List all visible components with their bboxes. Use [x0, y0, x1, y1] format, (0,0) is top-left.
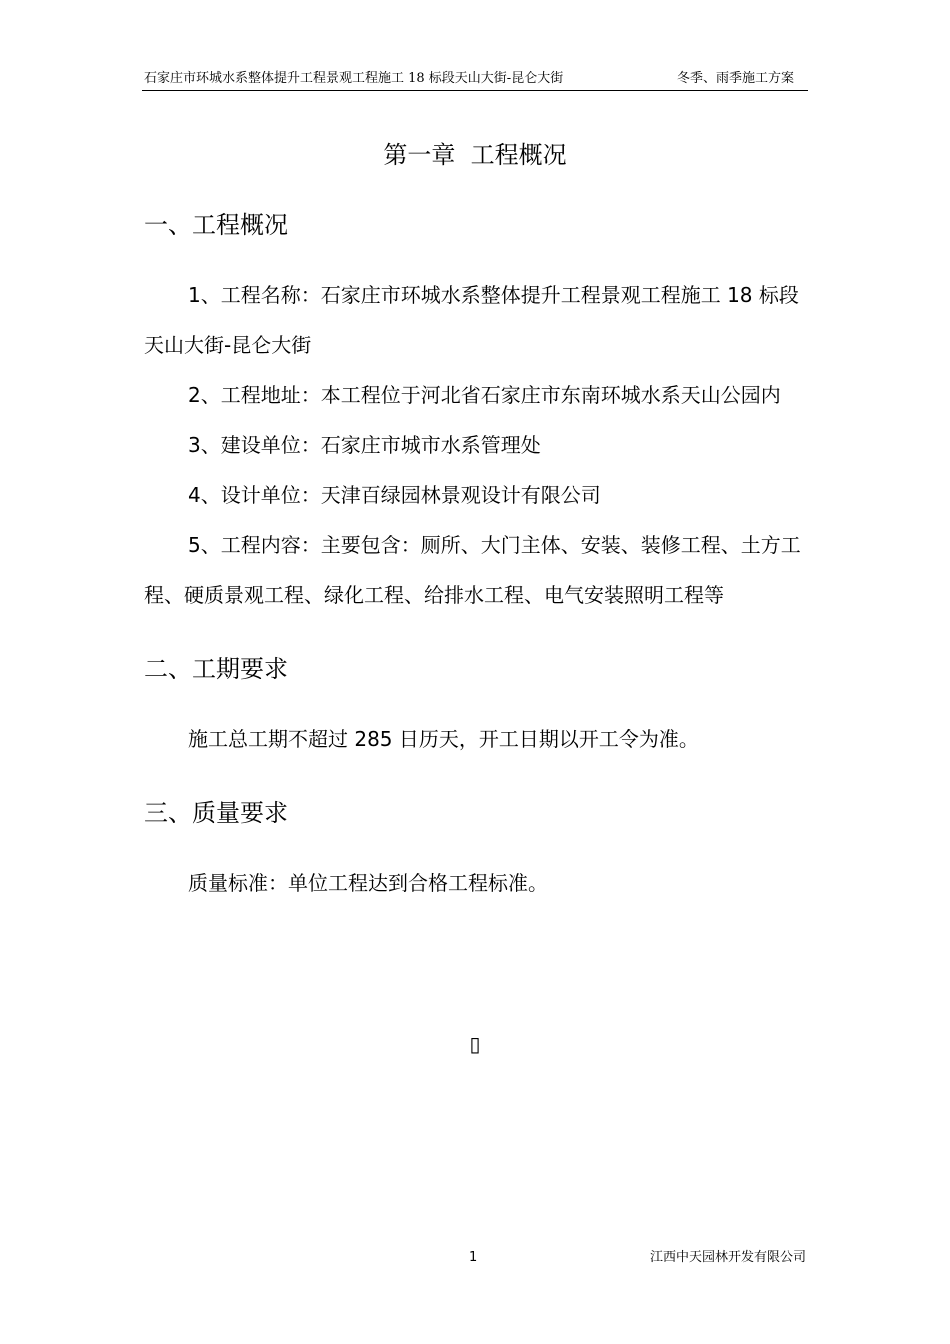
quality-text: 质量标准：单位工程达到合格工程标准。: [188, 871, 548, 895]
page-number: 1: [469, 1250, 478, 1265]
page-footer: [142, 1248, 808, 1268]
overview-item-designer: 4、设计单位：天津百绿园林景观设计有限公司: [188, 483, 601, 507]
section-heading-quality: 三、质量要求: [144, 799, 288, 827]
page-header: [142, 70, 808, 91]
header-document-title: 冬季、雨季施工方案: [676, 71, 794, 86]
schedule-text: 施工总工期不超过 285 日历天，开工日期以开工令为准。: [188, 727, 699, 751]
overview-item-address: 2、工程地址：本工程位于河北省石家庄市东南环城水系天山公园内: [188, 383, 781, 407]
overview-item-owner: 3、建设单位：石家庄市城市水系管理处: [188, 433, 541, 457]
header-project-title: 石家庄市环城水系整体提升工程景观工程施工 18 标段天山大街-昆仑大街: [144, 71, 564, 86]
chapter-title: 第一章 工程概况: [383, 141, 567, 169]
overview-item-scope: 5、工程内容：主要包含：厕所、大门主体、安装、装修工程、土方工程、硬质景观工程、绿化工程、给排水工程、电气安装照明工程等: [144, 533, 801, 607]
document-body: [144, 200, 808, 908]
section-heading-overview: 一、工程概况: [144, 211, 288, 239]
overview-item-name: 1、工程名称：石家庄市环城水系整体提升工程景观工程施工 18 标段天山大街-昆仑大街: [144, 283, 799, 357]
section-heading-schedule: 二、工期要求: [144, 655, 288, 683]
section-break-marker-icon: ▯: [469, 1032, 481, 1056]
footer-company: 江西中天园林开发有限公司: [649, 1250, 806, 1265]
